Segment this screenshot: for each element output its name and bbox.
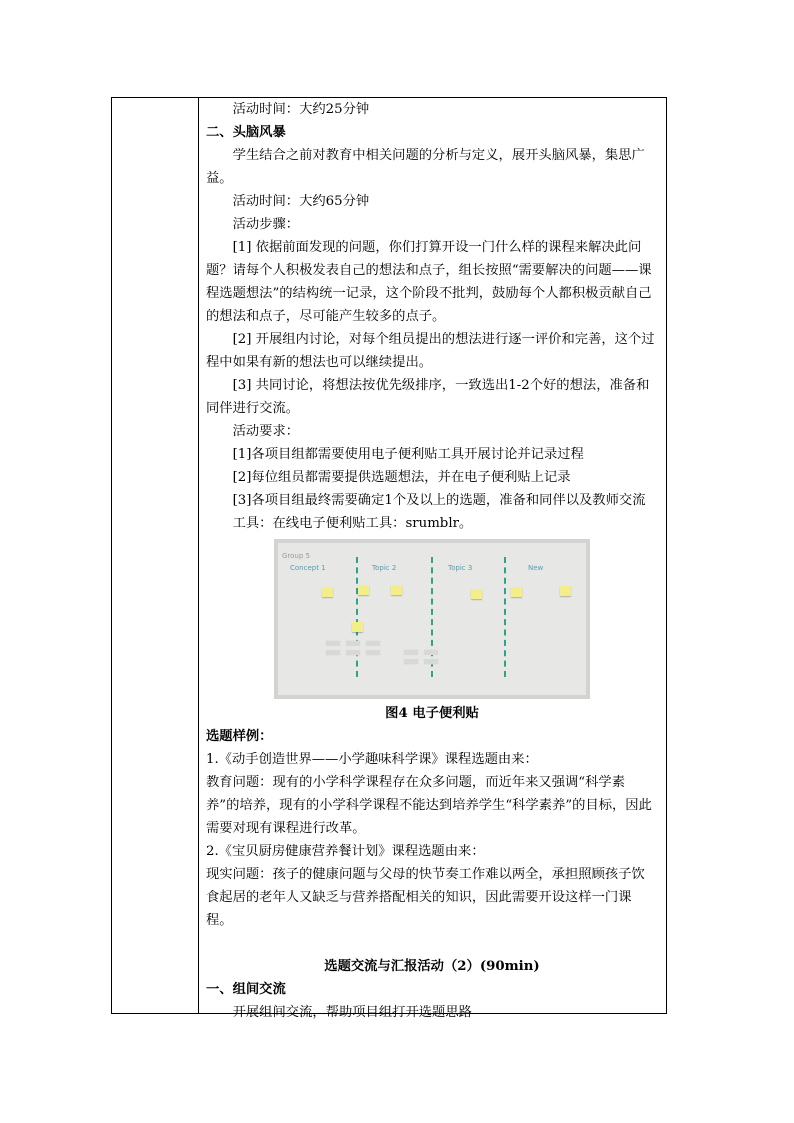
faint-handwriting-decoration: 〓〓〓 <box>324 639 384 660</box>
example-2-body: 现实问题：孩子的健康问题与父母的快节奏工作难以两全，承担照顾孩子饮食起居的老年人又缺乏与营养搭配相关的知识，因此需要开设这样一门课程。 <box>206 867 645 928</box>
requirement-3: [3]各项目组最终需要确定1个及以上的选题，准备和同伴以及教师交流 <box>232 493 646 508</box>
board-column-header: New <box>528 564 544 572</box>
sticky-note <box>322 587 333 597</box>
intergroup-text: 开展组间交流，帮助项目组打开选题思路 <box>232 1005 472 1020</box>
example-1-title: 1.《动手创造世界——小学趣味科学课》课程选题由来： <box>206 752 538 767</box>
step-3: [3] 共同讨论，将想法按优先级排序，一致选出1-2个好的想法，准备和同伴进行交流。 <box>206 378 650 416</box>
spacer <box>206 932 658 955</box>
examples-heading: 选题样例： <box>206 729 273 744</box>
activity-time-25: 活动时间：大约25分钟 <box>232 102 370 117</box>
tool-line: 工具：在线电子便利贴工具：srumblr。 <box>232 516 473 531</box>
column-divider <box>198 97 199 1014</box>
example-1-body: 教育问题：现有的小学科学课程存在众多问题，而近年来又强调“科学素养”的培养，现有的小学科学课程不能达到培养学生“科学素养”的目标，因此需要对现有课程进行改革。 <box>206 775 652 836</box>
board-column-header: Topic 3 <box>448 564 473 572</box>
activity-steps-label: 活动步骤： <box>232 217 300 232</box>
example-2-title: 2.《宝贝厨房健康营养餐计划》课程选题由来： <box>206 844 485 859</box>
step-2: [2] 开展组内讨论，对每个组员提出的想法进行逐一评价和完善，这个过程中如果有新的想法也可以继续提出。 <box>206 332 655 370</box>
sticky-note <box>471 589 482 599</box>
sticky-note <box>560 586 571 596</box>
section-heading-brainstorm: 二、头脑风暴 <box>206 125 286 140</box>
sticky-board-image <box>274 539 590 699</box>
brainstorm-intro: 学生结合之前对教育中相关问题的分析与定义，展开头脑风暴，集思广益。 <box>206 148 645 186</box>
content-cell <box>206 98 658 1024</box>
activity-requirements-label: 活动要求： <box>232 424 300 439</box>
board-column-header: Topic 2 <box>372 564 397 572</box>
sticky-note <box>358 585 369 595</box>
faint-handwriting-decoration: 〓〓 <box>402 648 442 669</box>
section-heading-intergroup: 一、组间交流 <box>206 982 286 997</box>
board-column-header: Concept 1 <box>290 564 326 572</box>
sticky-note <box>352 622 363 632</box>
sticky-note <box>391 585 402 595</box>
board-group-title: Group 5 <box>282 552 310 560</box>
requirement-2: [2]每位组员都需要提供选题想法，并在电子便利贴上记录 <box>232 470 571 485</box>
sticky-note <box>511 587 522 597</box>
figure-caption: 图4 电子便利贴 <box>385 706 479 721</box>
activity-2-heading: 选题交流与汇报活动（2）(90min) <box>324 959 540 974</box>
requirement-1: [1]各项目组都需要使用电子便利贴工具开展讨论并记录过程 <box>232 447 584 462</box>
activity-time-65: 活动时间：大约65分钟 <box>232 194 370 209</box>
step-1: [1] 依据前面发现的问题，你们打算开设一门什么样的课程来解决此问题？请每个人积极发表自己的想法和点子，组长按照“需要解决的问题——课程选题想法”的结构统一记录，这个阶段不批判，鼓励每个人都积极贡献自己的想法和点子，尽可能产生较多的点子。 <box>206 240 652 324</box>
board-dashed-divider <box>504 557 506 677</box>
